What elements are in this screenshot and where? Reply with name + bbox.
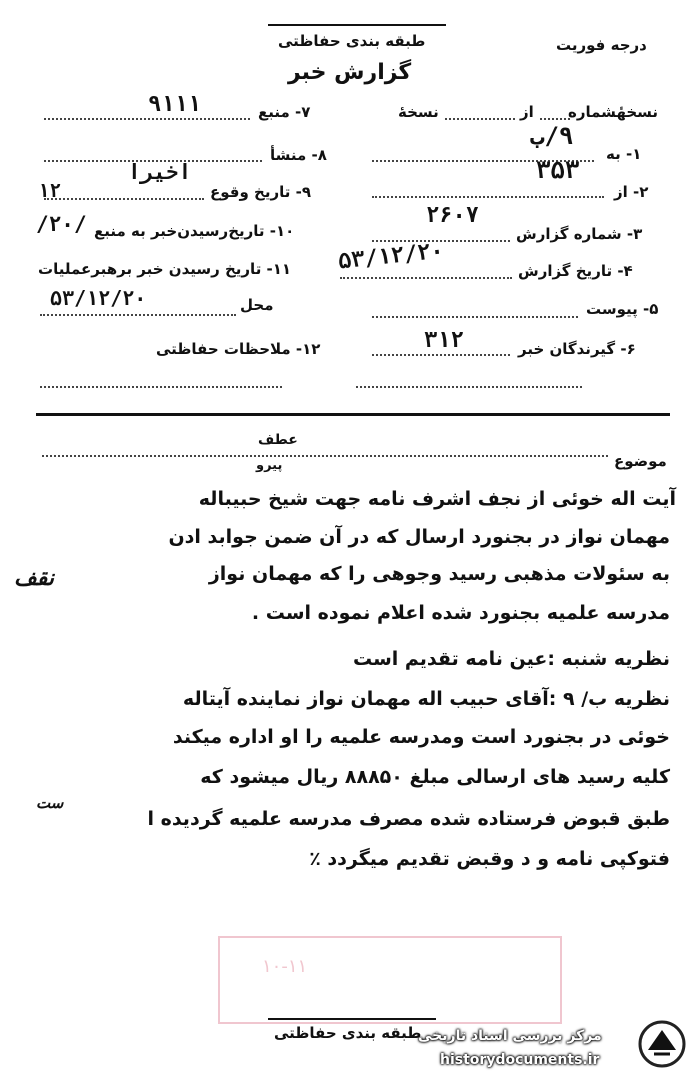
report-date-value: ۵۳/۱۲/۲۰: [336, 238, 445, 275]
body-line-10: فتوکپی نامه و د وقبض تقدیم میگردد ٪: [309, 848, 670, 870]
bottom-classification-rule: [268, 1018, 436, 1020]
attachment-dots: [372, 316, 578, 318]
faded-stamp-mark: ۱۰-۱۱: [262, 956, 308, 977]
body-line-2: مهمان نواز در بجنورد ارسال که در آن ضمن جوابد ادن: [168, 526, 670, 548]
to-label: ۱- به: [606, 145, 642, 163]
place-dots: [40, 314, 236, 316]
received-at-source-value: /۲۰/: [36, 212, 87, 236]
section-divider: [36, 413, 670, 416]
from-dots: [372, 196, 604, 198]
copy-number-dots: [540, 118, 570, 120]
priority-label: درجه فوریت: [556, 36, 647, 54]
received-at-source-label: ۱۰- تاریخ‌رسیدن‌خبر به منبع: [94, 222, 295, 240]
place-label: محل: [240, 296, 274, 314]
from-value: ۳۵۳: [536, 156, 580, 184]
report-date-dots: [340, 277, 512, 279]
attachment-label: ۵- پیوست: [586, 300, 659, 318]
body-line-6: نظریه ب/ ۹ :آقای حبیب اله مهمان نواز نماینده آیتاله: [182, 688, 670, 710]
body-line-8: کلیه رسید های ارسالی مبلغ ۸۸۸۵۰ ریال میشود که: [200, 766, 670, 788]
copy-number-label: نسخهٔشماره: [568, 103, 659, 121]
classification-label-bottom: طبقه بندی حفاظتی: [274, 1024, 422, 1042]
body-line-4: مدرسه علمیه بجنورد شده اعلام نموده است .: [251, 602, 670, 624]
subject-label: موضوع: [614, 452, 667, 470]
event-date-label: ۹- تاریخ وقوع: [210, 183, 311, 201]
recipients-dots-2: [356, 386, 582, 388]
security-notes-label: ۱۲- ملاحظات حفاظتی: [156, 340, 321, 358]
received-at-ops-value: ۵۳/۱۲/۲۰: [50, 286, 147, 310]
report-title: گزارش خبر: [288, 60, 412, 85]
body-line-5: نظریه شنبه :عین نامه تقدیم است: [352, 648, 670, 670]
source-value: ۹۱۱۱: [148, 92, 201, 117]
recipients-value: ۳۱۲: [424, 328, 464, 353]
classification-label-top: طبقه بندی حفاظتی: [278, 32, 426, 50]
reference-label: عطف: [258, 432, 298, 448]
watermark-org-name: مرکز بررسی اسناد تاریخی: [418, 1028, 602, 1044]
to-value: ۹/ب: [530, 122, 574, 150]
subject-dots: [42, 455, 608, 457]
follow-up-label: پیرو: [256, 458, 283, 473]
report-date-label: ۴- تاریخ گزارش: [518, 262, 633, 280]
body-line-1: آیت اله خوئی از نجف اشرف نامه جهت شیخ حبیباله: [198, 488, 676, 510]
body-line-7: خوئی در بجنورد است ومدرسه علمیه را او اداره میکند: [172, 726, 670, 748]
origin-label: ۸- منشأ: [270, 146, 327, 164]
event-date-value: اخیرا: [128, 160, 192, 184]
event-date-dots: [44, 198, 204, 200]
source-dots: [44, 118, 250, 120]
report-number-value: ۲۶۰۷: [426, 203, 479, 228]
recipients-label: ۶- گیرندگان خبر: [518, 340, 636, 358]
received-at-ops-label: ۱۱- تاریخ رسیدن خبر برهبرعملیات: [38, 260, 292, 278]
top-classification-rule: [268, 24, 446, 26]
recipients-dots: [372, 354, 510, 356]
report-number-label: ۳- شماره گزارش: [516, 225, 643, 243]
copy-label: نسخهٔ: [398, 103, 439, 121]
from-label: ۲- از: [614, 183, 649, 201]
body-line-9: طبق قبوض فرستاده شده مصرف مدرسه علمیه گردیده ا: [147, 808, 670, 830]
archive-logo-icon: [634, 1016, 690, 1072]
watermark-site: historydocuments.ir: [440, 1052, 600, 1068]
of-label: از: [520, 103, 534, 121]
handwritten-margin-note: نقف: [14, 566, 55, 591]
of-dots: [445, 118, 515, 120]
faded-stamp-box: [218, 936, 562, 1024]
security-notes-dots: [40, 386, 282, 388]
source-label: ۷- منبع: [258, 103, 311, 121]
body-line-3: به سئولات مذهبی رسید وجوهی را که مهمان نواز: [208, 563, 670, 585]
handwritten-margin-note-2: ست: [36, 794, 64, 812]
event-date-margin-value: ۱۲: [38, 180, 61, 202]
